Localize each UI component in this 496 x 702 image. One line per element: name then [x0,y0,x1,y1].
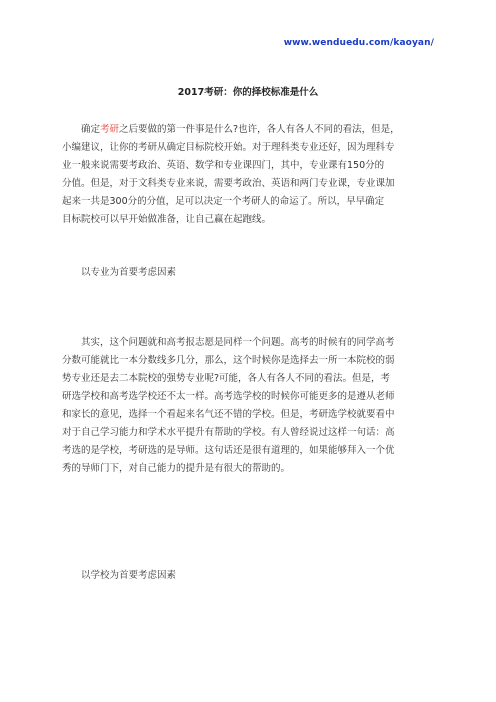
paragraph-line: 考选的是学校，考研选的是导师。这句话还是很有道理的，如果能够拜入一个优 [62,445,395,456]
paragraph-line: 对于自己学习能力和学术水平提升有帮助的学校。有人曾经说过这样一句话：高 [62,427,395,438]
section-heading-major [62,264,436,282]
paragraph-line: 起来一共是300分的分值，足可以决定一个考研人的命运了。所以，早早确定 [62,196,385,207]
paragraph-line: 业一般来说需要考政治、英语、数学和专业课四门，其中，专业课有150分的 [62,160,385,171]
heading-text: 以专业为首要考虑因素 [81,267,177,278]
paragraph-line: 目标院校可以早开始做准备，让自己赢在起跑线。 [62,214,272,225]
paragraph-line: 分值。但是，对于文科类专业来说，需要考政治、英语和两门专业课，专业课加 [62,178,395,189]
text-prefix: 确定 [81,124,101,135]
paragraph-line [62,121,436,139]
paragraph-intro [62,121,436,229]
paragraph-line: 分数可能就比一本分数线多几分，那么，这个时候你是选择去一所一本院校的弱 [62,355,395,366]
article-title: 2017考研：你的择校标准是什么 [177,87,319,98]
section-heading-school [62,567,436,585]
paragraph-line [62,334,436,352]
heading-text: 以学校为首要考虑因素 [81,570,177,581]
paragraph-major [62,334,436,478]
text-run: 其实，这个问题就和高考报志愿是同样一个问题。高考的时候有的同学高考 [81,337,395,348]
paragraph-line: 研选学校和高考选学校还不太一样。高考选学校的时候你可能更多的是遵从老师 [62,391,395,402]
kaoyan-keyword-link[interactable]: 考研 [100,124,120,135]
paragraph-line: 小编建议，让你的考研从确定目标院校开始。对于理科类专业还好，因为理科专 [62,142,395,153]
header-url-link[interactable]: www.wenduedu.com/kaoyan/ [283,38,434,48]
paragraph-line: 秀的导师门下，对自己能力的提升是有很大的帮助的。 [62,463,291,474]
paragraph-line: 和家长的意见，选择一个看起来名气还不错的学校。但是，考研选学校就要看中 [62,409,395,420]
text-run: 之后要做的第一件事是什么?也许，各人有各人不同的看法，但是， [119,124,400,135]
paragraph-line: 势专业还是去二本院校的强势专业呢?可能，各人有各人不同的看法。但是，考 [62,373,391,384]
